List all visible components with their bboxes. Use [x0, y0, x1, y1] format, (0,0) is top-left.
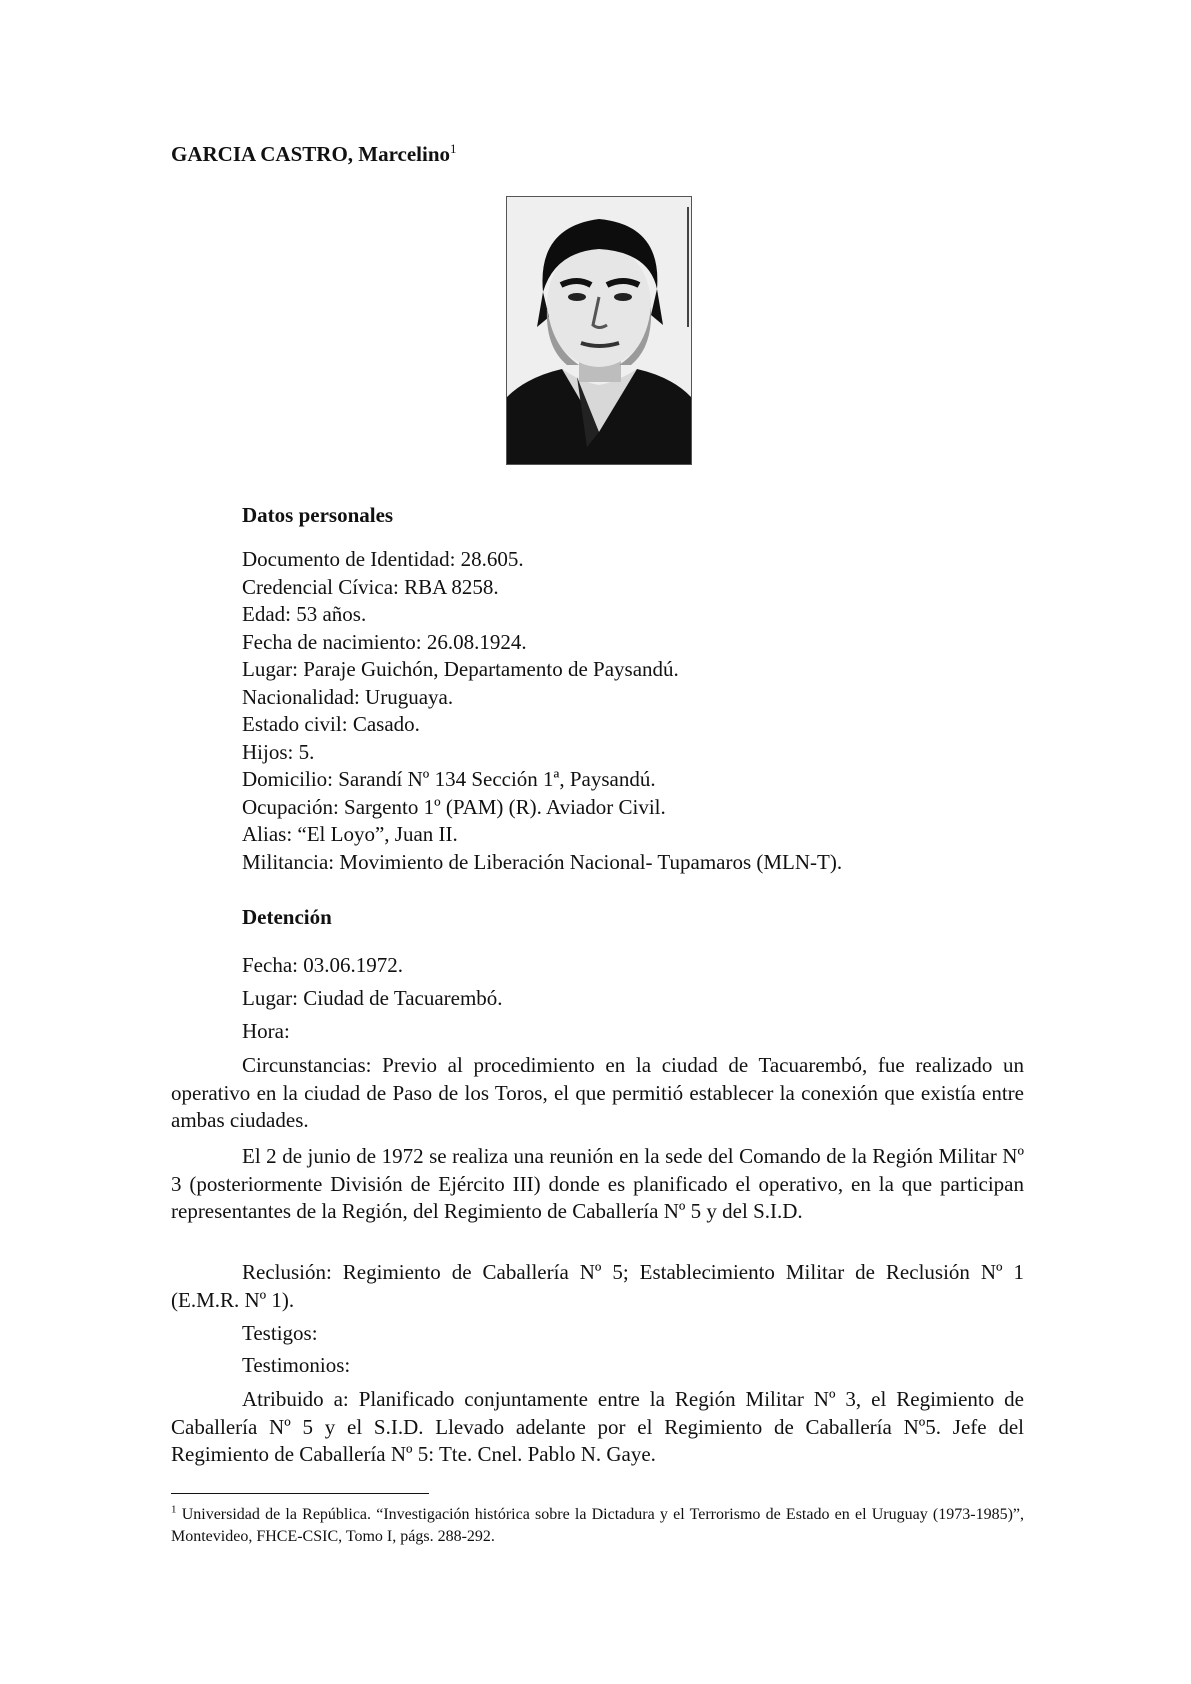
- footnote-separator: [171, 1493, 429, 1494]
- section-heading-datos-personales: Datos personales: [242, 503, 394, 527]
- detencion-testigos: Testigos:: [242, 1321, 318, 1345]
- datos-line: Credencial Cívica: RBA 8258.: [242, 575, 499, 599]
- detencion-hora: Hora:: [242, 1019, 290, 1043]
- datos-line: Alias: “El Loyo”, Juan II.: [242, 822, 458, 846]
- detencion-reunion: El 2 de junio de 1972 se realiza una reunión en la sede del Comando de la Región Militar Nº 3 (posteriormente División de Ejército III) donde es planificado el operativo, en la que participan representantes de la Región, del Regimiento de Caballería Nº 5 y del S.I.D.: [171, 1144, 1024, 1223]
- detencion-reclusion: Reclusión: Regimiento de Caballería Nº 5; Establecimiento Militar de Reclusión Nº 1 (E.M.R. Nº 1).: [171, 1260, 1024, 1312]
- footnote-reference: 1: [450, 141, 457, 156]
- datos-line: Edad: 53 años.: [242, 602, 367, 626]
- datos-line: Nacionalidad: Uruguaya.: [242, 685, 454, 709]
- footnote-text: Universidad de la República. “Investigación histórica sobre la Dictadura y el Terrorismo de Estado en el Uruguay (1973-1985)”, Montevideo, FHCE-CSIC, Tomo I, págs. 288-292.: [171, 1506, 1025, 1545]
- person-name: GARCIA CASTRO, Marcelino: [171, 142, 451, 166]
- datos-line: Ocupación: Sargento 1º (PAM) (R). Aviador Civil.: [242, 795, 666, 819]
- detencion-atribuido: Atribuido a: Planificado conjuntamente entre la Región Militar Nº 3, el Regimiento de Caballería Nº 5 y el S.I.D. Llevado adelante por el Regimiento de Caballería Nº5. Jefe del Regimiento de Caballería Nº 5: Tte. Cnel. Pablo N. Gaye.: [171, 1387, 1024, 1466]
- detencion-testimonios: Testimonios:: [242, 1353, 351, 1377]
- footnote-number: 1: [171, 1503, 177, 1516]
- portrait-photo: [506, 196, 692, 465]
- footnote: [171, 1504, 1024, 1548]
- datos-line: Lugar: Paraje Guichón, Departamento de Paysandú.: [242, 657, 679, 681]
- section-heading-detencion: Detención: [242, 905, 332, 929]
- person-name-title: [171, 142, 457, 167]
- detencion-circunstancias: Circunstancias: Previo al procedimiento en la ciudad de Tacuarembó, fue realizado un operativo en la ciudad de Paso de los Toros, el que permitió establecer la conexión que existía entre ambas ciudades.: [171, 1053, 1024, 1132]
- datos-line: Estado civil: Casado.: [242, 712, 420, 736]
- datos-line: Militancia: Movimiento de Liberación Nacional- Tupamaros (MLN-T).: [242, 850, 843, 874]
- datos-line: Domicilio: Sarandí Nº 134 Sección 1ª, Paysandú.: [242, 767, 656, 791]
- detencion-lugar: Lugar: Ciudad de Tacuarembó.: [242, 986, 503, 1010]
- datos-line: Documento de Identidad: 28.605.: [242, 547, 524, 571]
- datos-line: Fecha de nacimiento: 26.08.1924.: [242, 630, 527, 654]
- detencion-fecha: Fecha: 03.06.1972.: [242, 953, 403, 977]
- datos-line: Hijos: 5.: [242, 740, 315, 764]
